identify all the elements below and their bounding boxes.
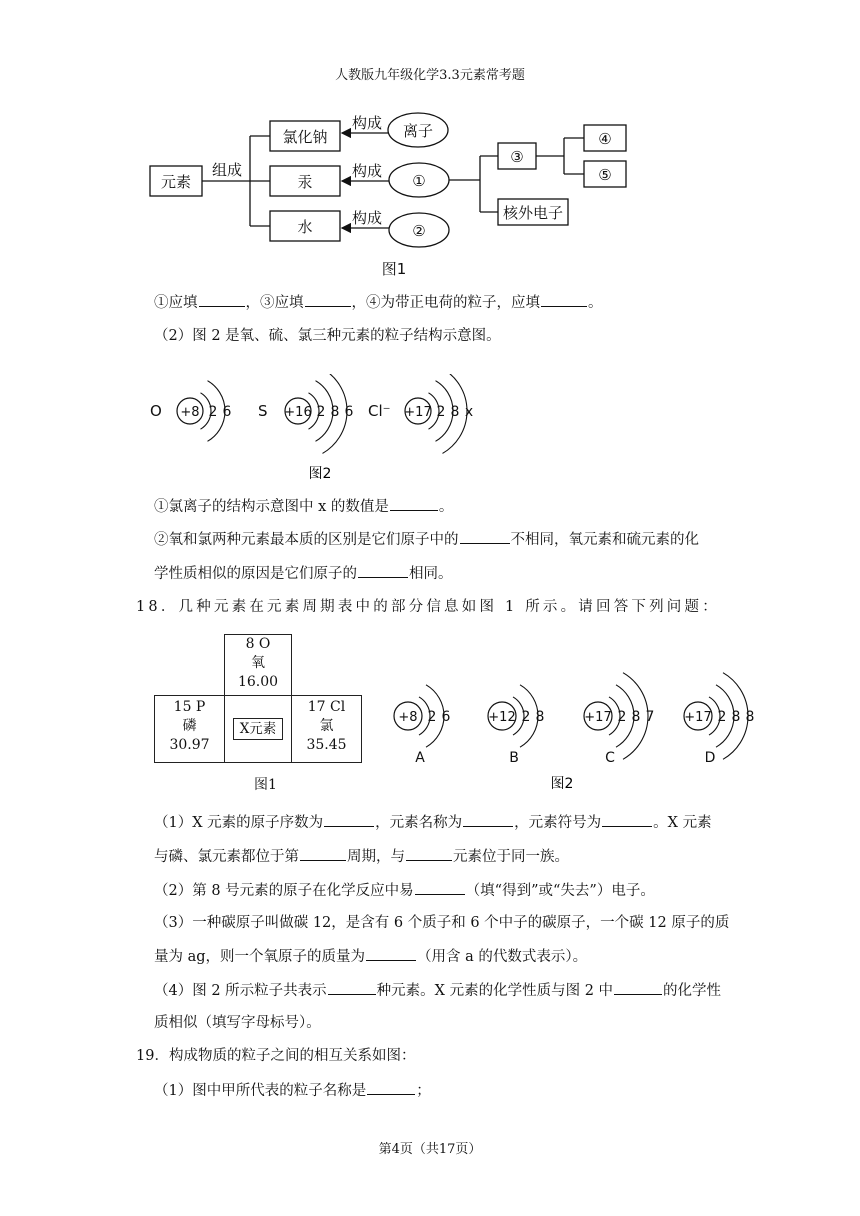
q18-atom-shell-electrons: 8 — [631, 709, 641, 725]
q18-atom-shell-electrons: 8 — [745, 709, 755, 725]
q18-atom-shell-electrons: 2 — [521, 709, 531, 725]
q17-line2: （2）图 2 是氧、硫、氯三种元素的粒子结构示意图。 — [154, 328, 501, 344]
q17-atom-shell-electrons: 2 — [436, 404, 446, 420]
cell-oxygen — [224, 634, 292, 696]
cell-x — [224, 695, 292, 763]
q17-atom-shell-electrons: 2 — [316, 404, 326, 420]
answer-blank[interactable] — [406, 846, 452, 861]
q18-atom-nucleus-charge: +12 — [488, 710, 516, 725]
q18-intro: 18．几种元素在元素周期表中的部分信息如图 1 所示。请回答下列问题： — [136, 599, 720, 615]
answer-blank[interactable] — [367, 1080, 415, 1095]
cell-oxygen-number: 8 O — [245, 636, 271, 652]
q19-p1: （1）图中甲所代表的粒子名称是 ； — [154, 1080, 431, 1101]
element-label: 元素 — [160, 173, 192, 191]
cell-phosphorus-number: 15 P — [173, 699, 206, 715]
cell-phosphorus-name: 磷 — [182, 718, 197, 734]
q17-atom-shell-electrons: 8 — [330, 404, 340, 420]
q18-p4-line2: 质相似（填写字母标号）。 — [154, 1015, 321, 1031]
construct-label-3: 构成 — [352, 209, 383, 227]
answer-blank[interactable] — [541, 292, 587, 307]
answer-blank[interactable] — [602, 812, 652, 827]
cell-oxygen-mass: 16.00 — [237, 674, 279, 690]
sub-3: ③ — [510, 148, 524, 166]
q17-atom-nucleus-charge: +16 — [284, 405, 312, 420]
periodic-table-snippet — [154, 634, 364, 764]
q17-line4: ②氧和氯两种元素最本质的区别是它们原子中的 不相同，氧元素和硫元素的化 — [154, 529, 699, 550]
sub-4: ④ — [598, 130, 612, 148]
concept-diagram — [140, 108, 660, 278]
q18-p3-line1: （3）一种碳原子叫做碳 12，是含有 6 个质子和 6 个中子的碳原子，一个碳 12 原子的质 — [154, 915, 730, 931]
x-element-label: X元素 — [233, 718, 283, 740]
answer-blank[interactable] — [324, 812, 374, 827]
q18-atom-shell-electrons: 2 — [617, 709, 627, 725]
construct-label-1: 构成 — [352, 114, 383, 132]
fig2-caption: 图2 — [308, 466, 332, 482]
q18-atom-nucleus-charge: +8 — [398, 710, 418, 725]
cell-oxygen-name: 氧 — [251, 655, 265, 671]
substance-water: 水 — [297, 218, 313, 236]
q17-atom-shell-electrons: 8 — [450, 404, 460, 420]
cell-chlorine-number: 17 Cl — [307, 699, 346, 715]
q18-fig2-caption: 图2 — [550, 776, 574, 792]
atom-symbol: O — [150, 402, 162, 420]
q18-atom-shell-electrons: 2 — [717, 709, 727, 725]
q18-atom-shell-electrons: 6 — [441, 709, 451, 725]
q17-atom-nucleus-charge: +17 — [404, 405, 432, 420]
answer-blank[interactable] — [199, 292, 245, 307]
cell-chlorine-name: 氯 — [319, 718, 334, 734]
q19-intro: 19．构成物质的粒子之间的相互关系如图： — [136, 1048, 416, 1064]
cell-chlorine — [291, 695, 362, 763]
cell-phosphorus — [154, 695, 225, 763]
q18-atom-shell-electrons: 8 — [731, 709, 741, 725]
q18-fig1-caption: 图1 — [254, 777, 277, 793]
substance-mercury: 汞 — [297, 173, 313, 191]
particle-2: ② — [412, 222, 426, 240]
q18-p1-line2: 与磷、氯元素都位于第 周期，与 元素位于同一族。 — [154, 846, 569, 867]
answer-blank[interactable] — [614, 980, 662, 995]
atom-letter: D — [704, 750, 716, 766]
q18-p4-line1: （4）图 2 所示粒子共表示 种元素。X 元素的化学性质与图 2 中 的化学性 — [154, 980, 721, 1001]
q18-p1-line1: （1）X 元素的原子序数为 ，元素名称为 ，元素符号为 。X 元素 — [154, 812, 712, 833]
answer-blank[interactable] — [328, 980, 376, 995]
atom-structure-diagrams — [140, 374, 500, 484]
q18-atom-nucleus-charge: +17 — [584, 710, 612, 725]
cell-phosphorus-mass: 30.97 — [169, 737, 210, 753]
q18-atom-nucleus-charge: +17 — [684, 710, 712, 725]
q17-line3: ①氯离子的结构示意图中 x 的数值是 。 — [154, 496, 453, 517]
atom-letter: B — [509, 750, 519, 766]
q18-atom-shell-electrons: 2 — [427, 709, 437, 725]
answer-blank[interactable] — [415, 880, 465, 895]
particle-1: ① — [412, 172, 426, 190]
atom-letter: A — [415, 750, 425, 766]
construct-label-2: 构成 — [352, 162, 383, 180]
cell-chlorine-mass: 35.45 — [306, 737, 347, 753]
answer-blank[interactable] — [305, 292, 351, 307]
answer-blank[interactable] — [463, 812, 513, 827]
answer-blank[interactable] — [366, 946, 416, 961]
answer-blank[interactable] — [300, 846, 346, 861]
substance-nacl: 氯化钠 — [282, 128, 328, 146]
q17-atom-shell-electrons: 6 — [344, 404, 354, 420]
q17-atom-shell-electrons: 6 — [222, 404, 232, 420]
q18-atom-diagrams — [380, 650, 780, 800]
q18-atom-shell-electrons: 8 — [535, 709, 545, 725]
sub-5: ⑤ — [598, 166, 612, 184]
fig1-caption: 图1 — [381, 260, 407, 278]
q17-atom-shell-electrons: x — [464, 404, 474, 420]
compose-label: 组成 — [212, 161, 243, 179]
answer-blank[interactable] — [358, 563, 408, 578]
particle-ion: 离子 — [402, 122, 434, 140]
q18-p3-line2: 量为 ag，则一个氧原子的质量为 （用含 a 的代数式表示）。 — [154, 946, 587, 967]
atom-symbol: S — [258, 402, 268, 420]
electron-label: 核外电子 — [502, 204, 564, 222]
q17-line1: ①应填 ，③应填 ，④为带正电荷的粒子，应填 。 — [154, 292, 603, 313]
q17-line5: 学性质相似的原因是它们原子的 相同。 — [154, 563, 453, 584]
page-footer: 第4页（共17页） — [378, 1142, 482, 1157]
answer-blank[interactable] — [390, 496, 438, 511]
q17-atom-nucleus-charge: +8 — [180, 405, 200, 420]
page-header: 人教版九年级化学3.3元素常考题 — [335, 68, 525, 83]
atom-symbol: Cl⁻ — [368, 402, 391, 420]
q17-atom-shell-electrons: 2 — [208, 404, 218, 420]
q18-p2: （2）第 8 号元素的原子在化学反应中易 （填“得到”或“失去”）电子。 — [154, 880, 655, 901]
answer-blank[interactable] — [460, 529, 510, 544]
q18-atom-shell-electrons: 7 — [645, 709, 655, 725]
atom-letter: C — [605, 750, 615, 766]
